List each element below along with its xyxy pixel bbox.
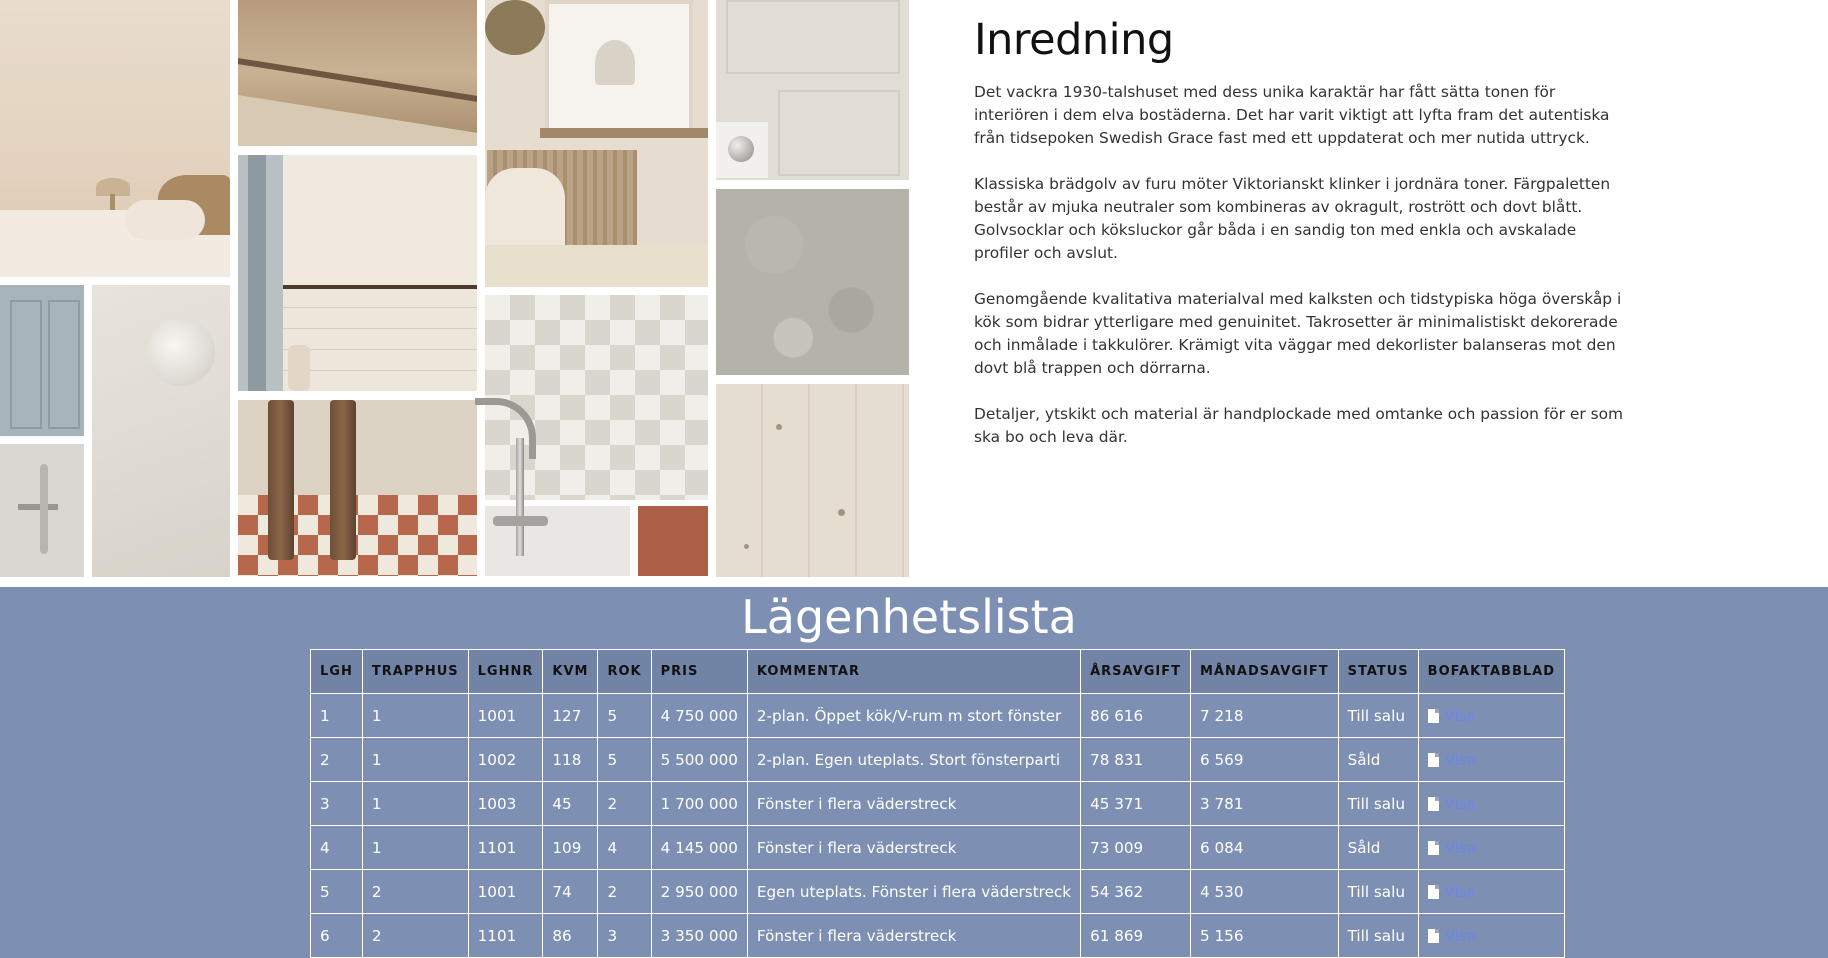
- view-fact-sheet-link[interactable]: Visa: [1444, 882, 1477, 901]
- cell-bofaktablad: [1418, 826, 1564, 870]
- view-fact-sheet-link[interactable]: Visa: [1444, 706, 1477, 725]
- cell-status: Till salu: [1338, 914, 1418, 958]
- column-header-manadsavgift: MÅNADSAVGIFT: [1191, 650, 1339, 694]
- column-header-bofaktablad: BOFAKTABBLAD: [1418, 650, 1564, 694]
- cell-arsavgift: 73 009: [1081, 826, 1191, 870]
- interior-paragraph: Det vackra 1930-talshuset med dess unika karaktär har fått sätta tonen för interiören i dem elva bostäderna. Det har varit viktigt att lyfta fram det autentiska från tidsepoken Swedish Grace fast med ett uppdaterat och mer nutida uttryck.: [974, 83, 1610, 147]
- cell-status: Till salu: [1338, 870, 1418, 914]
- cell-lghnr: 1001: [468, 694, 543, 738]
- apartment-table: [310, 649, 1565, 958]
- cell-manadsavgift: 6 569: [1191, 738, 1339, 782]
- cell-trapphus: 1: [362, 826, 468, 870]
- cell-lgh: 6: [311, 914, 363, 958]
- cell-lgh: 1: [311, 694, 363, 738]
- section-title: Inredning: [974, 15, 1174, 65]
- image-pine-floor: [716, 384, 909, 577]
- cell-bofaktablad: [1418, 782, 1564, 826]
- image-faucet-chrome: [455, 398, 565, 568]
- cell-trapphus: 1: [362, 738, 468, 782]
- image-cabinet-knob: [716, 0, 909, 180]
- view-fact-sheet-link[interactable]: Visa: [1444, 838, 1477, 857]
- cell-kvm: 86: [543, 914, 598, 958]
- view-fact-sheet-link[interactable]: Visa: [1444, 926, 1477, 945]
- column-header-arsavgift: ÅRSAVGIFT: [1081, 650, 1191, 694]
- cell-manadsavgift: 3 781: [1191, 782, 1339, 826]
- document-icon: [1428, 797, 1439, 811]
- cell-pris: 5 500 000: [651, 738, 747, 782]
- image-checker-floor: [238, 400, 477, 576]
- apartment-list-section: [0, 587, 1828, 958]
- apartment-list-title: Lägenhetslista: [741, 590, 1077, 644]
- column-header-kommentar: KOMMENTAR: [747, 650, 1080, 694]
- image-bathroom: [238, 155, 477, 391]
- cell-arsavgift: 45 371: [1081, 782, 1191, 826]
- cell-status: Till salu: [1338, 694, 1418, 738]
- table-body: [311, 694, 1565, 958]
- cell-lghnr: 1001: [468, 870, 543, 914]
- cell-lghnr: 1002: [468, 738, 543, 782]
- cell-status: Till salu: [1338, 782, 1418, 826]
- image-bedroom: [0, 0, 230, 277]
- image-stair-wood: [238, 0, 477, 146]
- interior-paragraph: Klassiska brädgolv av furu möter Viktorianskt klinker i jordnära toner. Färgpaletten består av mjuka neutraler som kombineras av okragult, rostrött och dovt blått. Golvsocklar och köksluckor går båda i en sandig ton med enkla och avskalade profiler och avslut.: [974, 175, 1611, 262]
- cell-manadsavgift: 7 218: [1191, 694, 1339, 738]
- cell-lghnr: 1101: [468, 826, 543, 870]
- cell-rok: 5: [598, 694, 651, 738]
- interior-text: [974, 14, 1634, 472]
- cell-rok: 4: [598, 826, 651, 870]
- table-row: [311, 914, 1565, 958]
- image-blue-door: [0, 285, 84, 436]
- document-icon: [1428, 753, 1439, 767]
- cell-kvm: 109: [543, 826, 598, 870]
- cell-arsavgift: 86 616: [1081, 694, 1191, 738]
- cell-kvm: 118: [543, 738, 598, 782]
- cell-lghnr: 1003: [468, 782, 543, 826]
- cell-arsavgift: 78 831: [1081, 738, 1191, 782]
- cell-bofaktablad: [1418, 738, 1564, 782]
- cell-rok: 3: [598, 914, 651, 958]
- cell-pris: 4 750 000: [651, 694, 747, 738]
- cell-kommentar: 2-plan. Öppet kök/V-rum m stort fönster: [747, 694, 1080, 738]
- cell-trapphus: 2: [362, 870, 468, 914]
- table-row: [311, 826, 1565, 870]
- interior-paragraph: Genomgående kvalitativa materialval med kalksten och tidstypiska höga överskåp i kök som bidrar ytterligare med genuinitet. Takrosetter är minimalistiskt dekorerade och inmålade i takkulörer. Krämigt vita väggar med dekorlister balanseras mot den dovt blå trappen och dörrarna.: [974, 290, 1622, 377]
- cell-lgh: 3: [311, 782, 363, 826]
- cell-kvm: 45: [543, 782, 598, 826]
- image-plaster-knob: [92, 285, 230, 577]
- cell-pris: 4 145 000: [651, 826, 747, 870]
- cell-trapphus: 1: [362, 782, 468, 826]
- cell-lghnr: 1101: [468, 914, 543, 958]
- cell-trapphus: 2: [362, 914, 468, 958]
- column-header-lgh: LGH: [311, 650, 363, 694]
- document-icon: [1428, 841, 1439, 855]
- cell-bofaktablad: [1418, 694, 1564, 738]
- document-icon: [1428, 929, 1439, 943]
- cell-rok: 2: [598, 870, 651, 914]
- cell-kvm: 127: [543, 694, 598, 738]
- document-icon: [1428, 709, 1439, 723]
- column-header-status: STATUS: [1338, 650, 1418, 694]
- cell-manadsavgift: 6 084: [1191, 826, 1339, 870]
- column-header-pris: PRIS: [651, 650, 747, 694]
- cell-pris: 3 350 000: [651, 914, 747, 958]
- cell-status: Såld: [1338, 738, 1418, 782]
- cell-kommentar: Fönster i flera väderstreck: [747, 914, 1080, 958]
- cell-rok: 2: [598, 782, 651, 826]
- table-row: [311, 694, 1565, 738]
- view-fact-sheet-link[interactable]: Visa: [1444, 750, 1477, 769]
- image-window-radiator: [485, 0, 708, 287]
- cell-kommentar: Egen uteplats. Fönster i flera väderstreck: [747, 870, 1080, 914]
- cell-manadsavgift: 5 156: [1191, 914, 1339, 958]
- cell-kommentar: 2-plan. Egen uteplats. Stort fönsterparti: [747, 738, 1080, 782]
- cell-rok: 5: [598, 738, 651, 782]
- cell-status: Såld: [1338, 826, 1418, 870]
- cell-arsavgift: 54 362: [1081, 870, 1191, 914]
- image-door-handle: [0, 444, 84, 577]
- cell-kvm: 74: [543, 870, 598, 914]
- cell-bofaktablad: [1418, 914, 1564, 958]
- cell-bofaktablad: [1418, 870, 1564, 914]
- image-limestone: [716, 189, 909, 375]
- column-header-rok: ROK: [598, 650, 651, 694]
- cell-lgh: 4: [311, 826, 363, 870]
- column-header-kvm: KVM: [543, 650, 598, 694]
- cell-pris: 2 950 000: [651, 870, 747, 914]
- cell-manadsavgift: 4 530: [1191, 870, 1339, 914]
- table-row: [311, 738, 1565, 782]
- cell-trapphus: 1: [362, 694, 468, 738]
- image-rust-swatch: [638, 506, 708, 576]
- document-icon: [1428, 885, 1439, 899]
- cell-pris: 1 700 000: [651, 782, 747, 826]
- table-row: [311, 870, 1565, 914]
- column-header-trapphus: TRAPPHUS: [362, 650, 468, 694]
- view-fact-sheet-link[interactable]: Visa: [1444, 794, 1477, 813]
- cell-kommentar: Fönster i flera väderstreck: [747, 826, 1080, 870]
- cell-kommentar: Fönster i flera väderstreck: [747, 782, 1080, 826]
- table-row: [311, 782, 1565, 826]
- column-header-lghnr: LGHNR: [468, 650, 543, 694]
- cell-arsavgift: 61 869: [1081, 914, 1191, 958]
- cell-lgh: 2: [311, 738, 363, 782]
- table-header-row: [311, 650, 1565, 694]
- cell-lgh: 5: [311, 870, 363, 914]
- interior-paragraph: Detaljer, ytskikt och material är handplockade med omtanke och passion för er som ska bo och leva där.: [974, 405, 1623, 446]
